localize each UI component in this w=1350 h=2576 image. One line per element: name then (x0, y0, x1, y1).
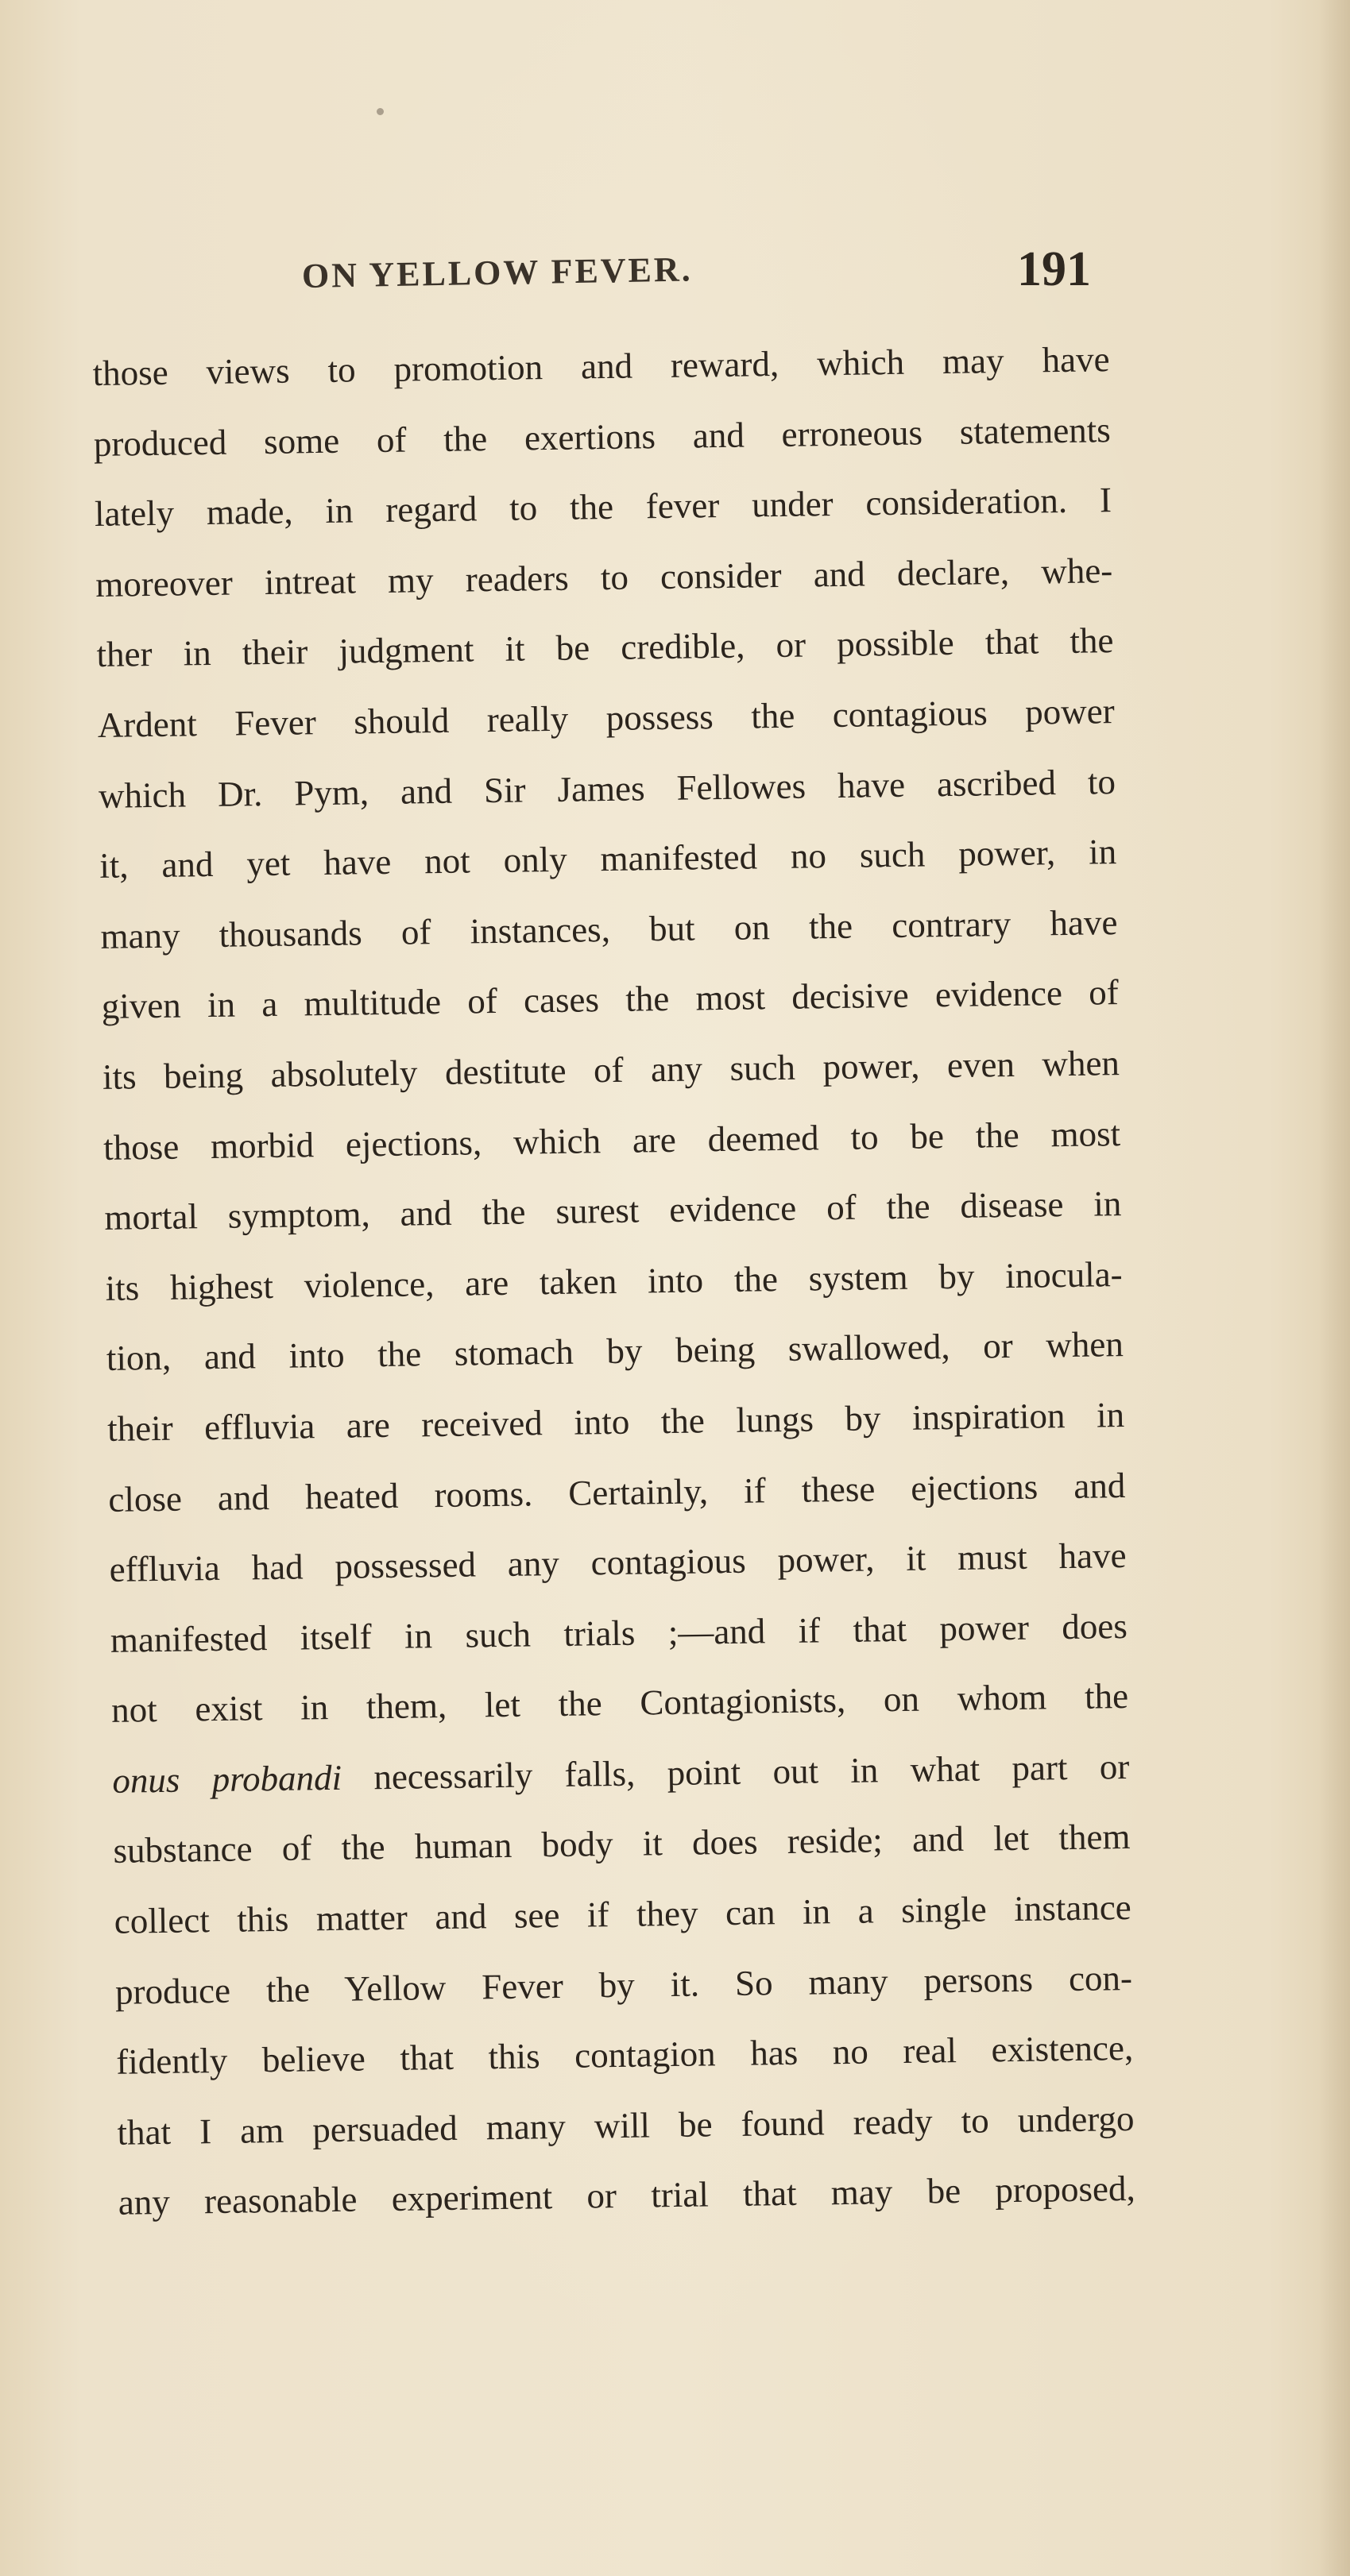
text-line-5: ther in their judgment it be credible, or possible that the (96, 620, 1114, 675)
text-line-21-rest: necessarily falls, point out in what part or (341, 1746, 1130, 1798)
text-line-8: it, and yet have not only manifested no such power, in (99, 832, 1117, 886)
text-line-20: not exist in them, let the Contagionists, on whom the (110, 1676, 1129, 1731)
text-line-23: collect this matter and see if they can in a single instance (114, 1887, 1132, 1941)
page-number: 191 (1017, 242, 1091, 296)
text-line-7: which Dr. Pym, and Sir James Fellowes have ascribed to (98, 761, 1116, 816)
text-line-3: lately made, in regard to the fever under consideration. I (94, 480, 1112, 535)
body-text (92, 324, 1135, 2238)
running-head (302, 238, 1097, 310)
text-line-18: effluvia had possessed any contagious power, it must have (109, 1535, 1127, 1589)
text-line-17: close and heated rooms. Certainly, if these ejections and (108, 1465, 1126, 1520)
latin-phrase-onus-probandi: onus probandi (112, 1757, 342, 1801)
text-line-22: substance of the human body it does reside; and let them (113, 1817, 1131, 1871)
text-line-11: its being absolutely destitute of any such power, even when (102, 1042, 1120, 1097)
text-line-19: manifested itself in such trials ;—and if that power does (110, 1605, 1128, 1660)
text-line-9: many thousands of instances, but on the contrary have (100, 902, 1118, 956)
text-line-24: produce the Yellow Fever by it. So many persons con- (114, 1957, 1133, 2012)
text-line-15: tion, and into the stomach by being swallowed, or when (106, 1324, 1124, 1379)
ink-speck (377, 108, 384, 115)
text-line-27: any reasonable experiment or trial that may be proposed, (118, 2169, 1135, 2223)
text-line-12: those morbid ejections, which are deemed to be the most (103, 1113, 1121, 1168)
text-line-1: those views to promotion and reward, which may have (92, 339, 1110, 393)
running-head-title: ON YELLOW FEVER. (301, 249, 694, 295)
text-line-14: its highest violence, are taken into the system by inocula- (105, 1253, 1123, 1308)
text-line-13: mortal symptom, and the surest evidence of the disease in (104, 1184, 1122, 1238)
text-line-2: produced some of the exertions and erroneous statements (93, 409, 1112, 464)
text-line-10: given in a multitude of cases the most decisive evidence of (101, 972, 1119, 1027)
text-line-26: that I am persuaded many will be found ready to undergo (117, 2098, 1135, 2153)
text-line-16: their effluvia are received into the lungs by inspiration in (106, 1394, 1125, 1449)
text-line-4: moreover intreat my readers to consider and declare, whe- (95, 550, 1113, 604)
text-line-25: fidently believe that this contagion has no real existence, (115, 2028, 1134, 2083)
page-edge-shadow (1318, 0, 1350, 2576)
text-line-6: Ardent Fever should really possess the contagious power (97, 691, 1116, 745)
